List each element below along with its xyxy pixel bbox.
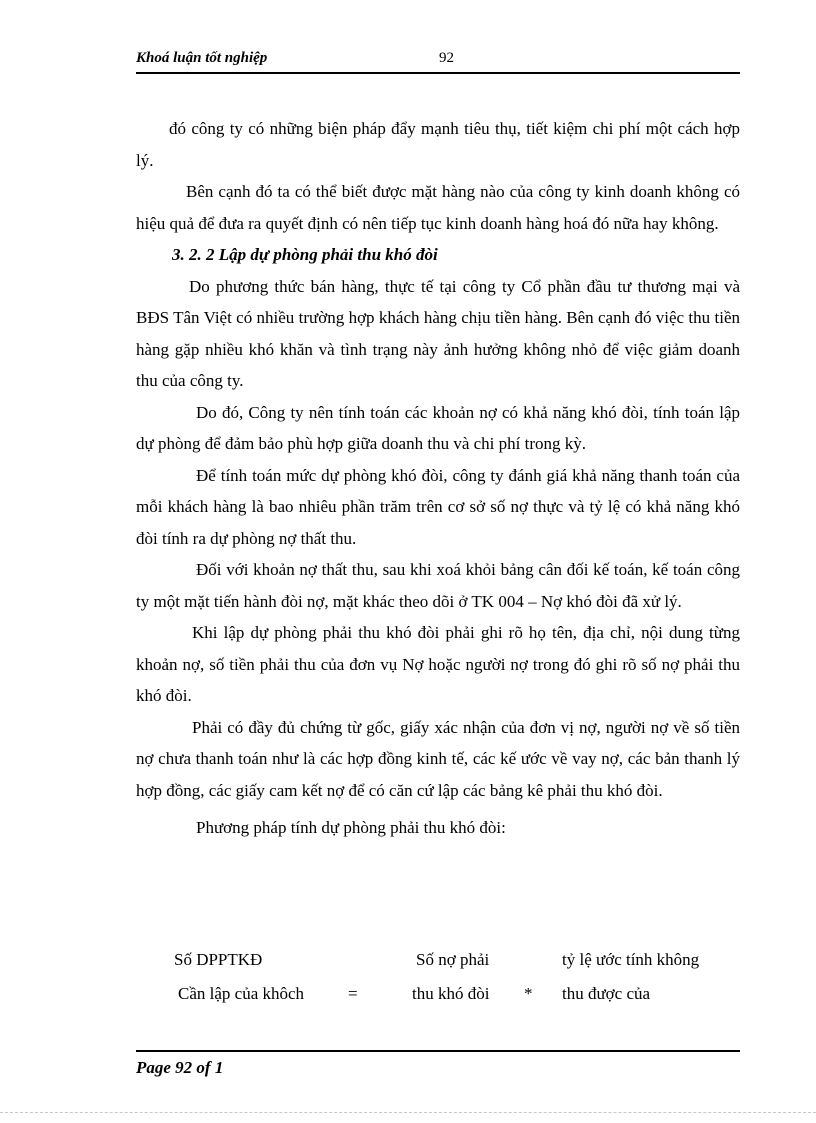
formula-equals-sign: = [348, 984, 358, 1003]
footer-page-label: Page 92 of 1 [136, 1058, 224, 1077]
paragraph: Phải có đầy đủ chứng từ gốc, giấy xác nhận của đơn vị nợ, người nợ về số tiền nợ chưa thanh toán như là các hợp đồng kinh tế, các kế ước về vay nợ, các bản thanh lý hợp đồng, các giấy cam kết nợ để có căn cứ lập các bảng kê phải thu khó đòi. [136, 717, 740, 800]
formula-row2-term1: Cần lập của khôch [178, 984, 305, 1003]
formula-row2-term2: thu khó đòi [412, 984, 490, 1003]
formula-row2-term3: thu được của [562, 984, 651, 1003]
header-page-number: 92 [439, 50, 454, 66]
formula-block [136, 950, 740, 1018]
section-heading: 3. 2. 2 Lập dự phòng phải thu khó đòi [172, 245, 438, 264]
paragraph: Đối với khoản nợ thất thu, sau khi xoá khỏi bảng cân đối kế toán, kế toán công ty một mặt tiến hành đòi nợ, mặt khác theo dõi ở TK 004 – Nợ khó đòi đã xử lý. [136, 560, 740, 611]
paragraph: đó công ty có những biện pháp đẩy mạnh tiêu thụ, tiết kiệm chi phí một cách hợp lý. [136, 119, 740, 170]
formula-row1-term3: tỷ lệ ước tính không [562, 950, 700, 969]
paragraph: Khi lập dự phòng phải thu khó đòi phải ghi rõ họ tên, địa chỉ, nội dung từng khoản nợ, số tiền phải thu của đơn vụ Nợ hoặc người nợ trong đó ghi rõ số nợ phải thu khó đòi. [136, 623, 740, 705]
paragraph: Do phương thức bán hàng, thực tế tại công ty Cổ phần đầu tư thương mại và BĐS Tân Việt có nhiều trường hợp khách hàng chịu tiền hàng. Bên cạnh đó việc thu tiền hàng gặp nhiều khó khăn và tình trạng này ảnh hưởng không nhỏ để việc giảm doanh thu của công ty. [136, 276, 740, 390]
page-header [136, 50, 740, 74]
page-separator [0, 1112, 816, 1113]
paragraph: Do đó, Công ty nên tính toán các khoản nợ có khả năng khó đòi, tính toán lập dự phòng để đảm bảo phù hợp giữa doanh thu và chi phí trong kỳ. [136, 402, 740, 453]
paragraph: Để tính toán mức dự phòng khó đòi, công ty đánh giá khả năng thanh toán của mỗi khách hàng là bao nhiêu phần trăm trên cơ sở số nợ thực và tỷ lệ có khả năng khó đòi tính ra dự phòng nợ thất thu. [136, 465, 740, 548]
page-footer [136, 1050, 740, 1078]
formula-row1-term1: Số DPPTKĐ [174, 950, 263, 969]
formula-row-1 [136, 950, 740, 984]
header-title: Khoá luận tốt nghiệp [136, 50, 268, 66]
formula-row-2 [136, 984, 740, 1018]
paragraph: Phương pháp tính dự phòng phải thu khó đòi: [196, 818, 506, 837]
formula-row1-term2: Số nợ phải [416, 950, 490, 969]
formula-multiply-sign: * [524, 984, 533, 1003]
document-body [136, 113, 740, 844]
paragraph: Bên cạnh đó ta có thể biết được mặt hàng nào của công ty kinh doanh không có hiệu quả để đưa ra quyết định có nên tiếp tục kinh doanh hàng hoá đó nữa hay không. [136, 182, 740, 233]
